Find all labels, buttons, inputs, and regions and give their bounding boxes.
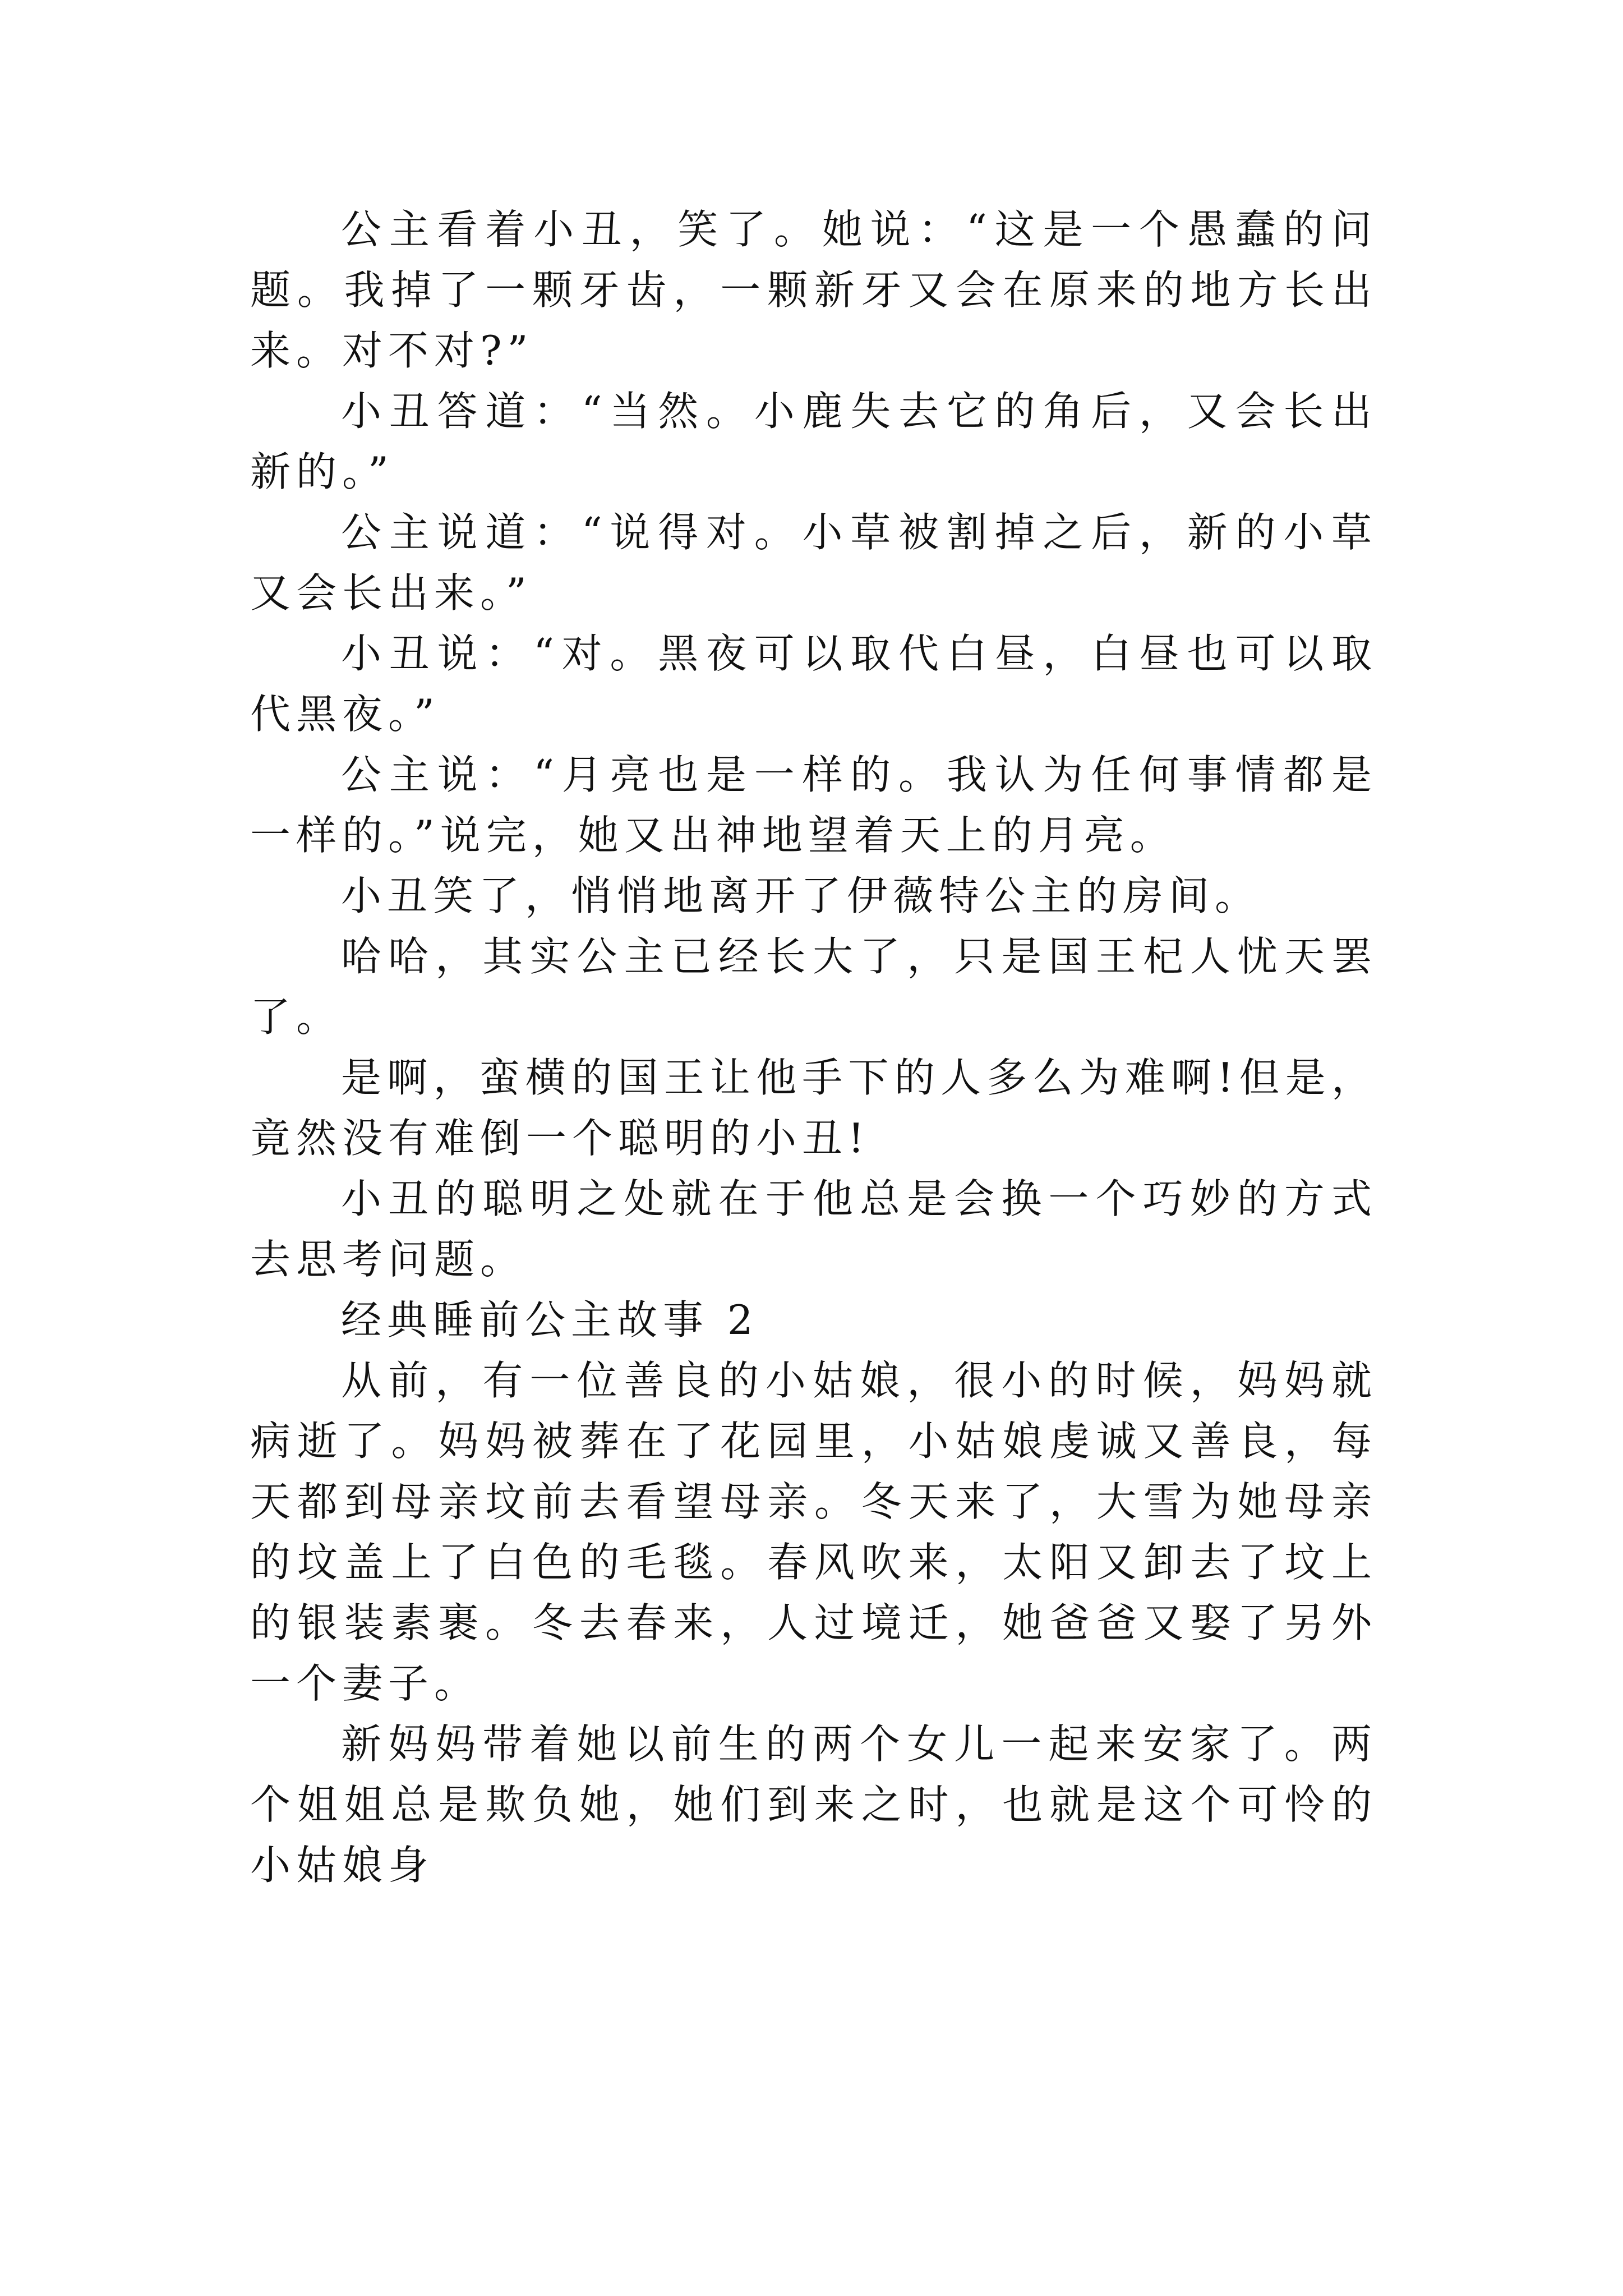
paragraph: 新妈妈带着她以前生的两个女儿一起来安家了。两个姐姐总是欺负她，她们到来之时，也就是这个可怜的小姑娘身 — [250, 1720, 1377, 1889]
paragraph: 小丑答道：“当然。小鹿失去它的角后，又会长出新的。” — [250, 388, 1377, 495]
paragraph: 公主说道：“说得对。小草被割掉之后，新的小草又会长出来。” — [250, 509, 1377, 616]
paragraph: 从前，有一位善良的小姑娘，很小的时候，妈妈就病逝了。妈妈被葬在了花园里，小姑娘虔诚又善良，每天都到母亲坟前去看望母亲。冬天来了，大雪为她母亲的坟盖上了白色的毛毯。春风吹来，太阳又卸去了坟上的银装素裹。冬去春来，人过境迁，她爸爸又娶了另外一个妻子。 — [250, 1357, 1377, 1707]
paragraph: 小丑笑了，悄悄地离开了伊薇特公主的房间。 — [341, 872, 1261, 919]
paragraph: 公主看着小丑，笑了。她说：“这是一个愚蠢的问题。我掉了一颗牙齿，一颗新牙又会在原来的地方长出来。对不对?” — [250, 206, 1377, 374]
paragraph: 是啊，蛮横的国王让他手下的人多么为难啊!但是，竟然没有难倒一个聪明的小丑! — [250, 1054, 1377, 1162]
paragraph: 哈哈，其实公主已经长大了，只是国王杞人忧天罢了。 — [250, 933, 1377, 1041]
document-body — [250, 199, 1377, 1895]
paragraph: 小丑的聪明之处就在于他总是会换一个巧妙的方式去思考问题。 — [250, 1175, 1377, 1283]
story-heading: 经典睡前公主故事 2 — [341, 1296, 759, 1343]
paragraph: 公主说：“月亮也是一样的。我认为任何事情都是一样的。”说完，她又出神地望着天上的月亮。 — [250, 751, 1377, 859]
paragraph: 小丑说：“对。黑夜可以取代白昼，白昼也可以取代黑夜。” — [250, 630, 1377, 738]
